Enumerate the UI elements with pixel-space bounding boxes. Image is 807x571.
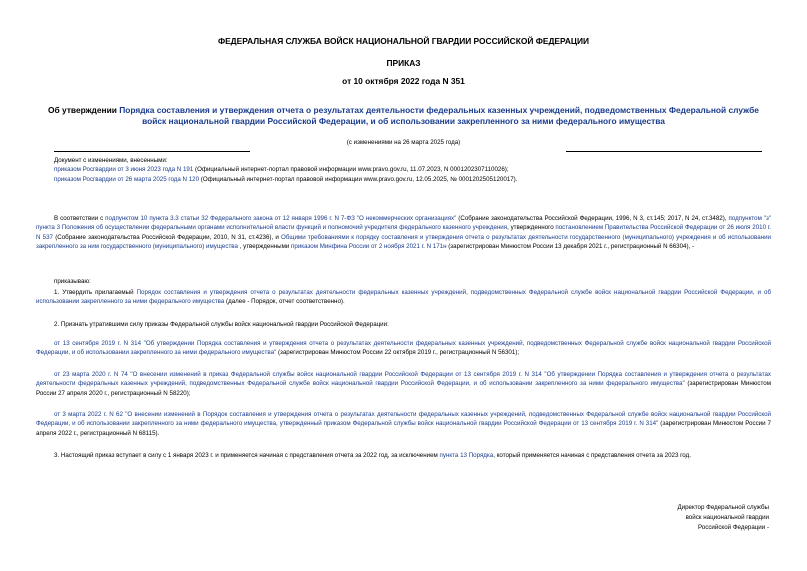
procedure-point-13-link[interactable]: пункта 13 Порядка — [439, 452, 494, 459]
separator-left — [54, 151, 250, 152]
signature-line: Российской Федерации - — [697, 524, 769, 531]
repealed-order-3: от 3 марта 2022 г. N 62 "О внесении изменений в Порядок составления и утверждения отчета о результатах деятельности федеральных казенных учреждений, подведомственных Федеральной службе войск национальной гвардии Российской Федерации, и об использовании закрепленного за ними федерального имущества, утвержденный приказом Федеральной службы войск национальной гвардии Российской Федерации от 13 сентября 2019 г. N 314" (зарегистрирован Минюстом России 7 апреля 2022 г., регистрационный N 68115). — [36, 411, 771, 437]
document-date-number: от 10 октября 2022 года N 351 — [342, 76, 465, 86]
document-type: ПРИКАЗ — [386, 58, 421, 68]
general-requirements-link[interactable]: Общими требованиями к порядку составления и утверждения отчета о результатах деятельности государственного (муниципального) учреждения и об использовании закрепленного за ним государственного (муниципального) имущества — [36, 233, 771, 250]
minfin-order-link[interactable]: приказом Минфина России от 2 ноября 2021 г. N 171н — [291, 242, 447, 250]
change-link-2[interactable]: приказом Росгвардии от 26 марта 2025 года N 120 — [54, 175, 200, 183]
regulation-subpoint-link[interactable]: подпунктом "з" пункта 3 Положения об осуществлении федеральными органами исполнительной власти функций и полномочий учредителя федерального казенного учреждения — [36, 215, 771, 232]
signature-block — [609, 503, 769, 533]
procedure-link[interactable]: Порядок составления и утверждения отчета о результатах деятельности федеральных казенных учреждений, подведомственных Федеральной службе войск национальной гвардии Российской Федерации, и об использовании закрепленного за ними федерального имущества — [36, 289, 772, 306]
repealed-order-link-3[interactable]: от 3 марта 2022 г. N 62 "О внесении изменений в Порядок составления и утверждения отчета о результатах деятельности федеральных казенных учреждений, подведомственных Федеральной службе войск национальной гвардии Российской Федерации, и об использовании закрепленного за ними федерального имущества, утвержденный приказом Федеральной службы войск национальной гвардии Российской Федерации от 13 сентября 2019 г. N 314" — [36, 411, 771, 428]
agency-name: ФЕДЕРАЛЬНАЯ СЛУЖБА ВОЙСК НАЦИОНАЛЬНОЙ ГВАРДИИ РОССИЙСКОЙ ФЕДЕРАЦИИ — [217, 36, 590, 46]
preamble-paragraph: В соответствии с подпунктом 10 пункта 3.3 статьи 32 Федерального закона от 12 января 1996 г. N 7-ФЗ "О некоммерческих организациях" (Собрание законодательства Российской Федерации, 1996, N 3, ст.145; 2017, N 24, ст.3482), подпунктом "з" пункта 3 Положения об осуществлении федеральными органами исполнительной власти функций и полномочий учредителя федерального казенного учреждения, утвержденного постановлением Правительства Российской Федерации от 26 июля 2010 г. N 537 (Собрание законодательства Российской Федерации, 2010, N 31, ст.4236), и Общими требованиями к порядку составления и утверждения отчета о результатах деятельности государственного (муниципального) учреждения и об использовании закрепленного за ним государственного (муниципального) имущества , утвержденными приказом Минфина России от 2 ноября 2021 г. N 171н (зарегистрирован Минюстом России 13 декабря 2021 г., регистрационный N 66304), - — [36, 215, 771, 250]
changes-block — [54, 156, 517, 184]
order-word: приказываю: — [54, 278, 91, 285]
repealed-order-link-2[interactable]: от 23 марта 2020 г. N 74 "О внесении изменений в приказ Федеральной службы войск национальной гвардии Российской Федерации от 13 сентября 2019 г. N 314 "Об утверждении Порядка составления и утверждения отчета о результатах деятельности федеральных казенных учреждений, подведомственных Федеральной службе войск национальной гвардии Российской Федерации, и об использовании закрепленного за ними федерального имущества" — [36, 371, 771, 388]
repealed-order-1: от 13 сентября 2019 г. N 314 "Об утверждении Порядка составления и утверждения отчета о результатах деятельности федеральных казенных учреждений, подведомственных Федеральной службе войск национальной гвардии Российской Федерации, и об использовании закрепленного за ними федерального имущества" (зарегистрирован Минюстом России 22 октября 2019 г., регистрационный N 56301); — [36, 340, 771, 357]
repealed-order-2: от 23 марта 2020 г. N 74 "О внесении изменений в приказ Федеральной службы войск национальной гвардии Российской Федерации от 13 сентября 2019 г. N 314 "Об утверждении Порядка составления и утверждения отчета о результатах деятельности федеральных казенных учреждений, подведомственных Федеральной службе войск национальной гвардии Российской Федерации, и об использовании закрепленного за ними федерального имущества" (зарегистрирован Минюстом России 27 апреля 2020 г., регистрационный N 58220); — [36, 371, 771, 397]
signature-line: войск национальной гвардии — [685, 514, 769, 521]
change-item: приказом Росгвардии от 3 июня 2023 года N 191 (Официальный интернет-портал правовой информации www.pravo.gov.ru, 11.07.2023, N 0001202307110026); — [54, 166, 509, 174]
change-link-1[interactable]: приказом Росгвардии от 3 июня 2023 года N 191 — [54, 166, 194, 174]
separator-right — [566, 151, 762, 152]
changes-heading: Документ с изменениями, внесенными: — [54, 157, 168, 164]
document-title — [36, 105, 771, 127]
law-link[interactable]: подпунктом 10 пункта 3.3 статьи 32 Федерального закона от 12 января 1996 г. N 7-ФЗ "О некоммерческих организациях" — [105, 215, 457, 222]
item-3-paragraph: 3. Настоящий приказ вступает в силу с 1 января 2023 г. и применяется начиная с представления отчета за 2022 год, за исключением пункта 13 Порядка, который применяется начиная с представления отчета за 2023 год. — [54, 452, 691, 459]
edition-note: (с изменениями на 26 марта 2025 года) — [346, 139, 461, 146]
change-item: приказом Росгвардии от 26 марта 2025 года N 120 (Официальный интернет-портал правовой информации www.pravo.gov.ru, 12.05.2025, № 0001202505120017). — [54, 175, 518, 183]
government-decree-link[interactable]: постановлением Правительства Российской Федерации от 26 июля 2010 г. N 537 — [36, 224, 771, 241]
title-link[interactable]: Порядка составления и утверждения отчета о результатах деятельности федеральных казенных учреждений, подведомственных Федеральной службе войск национальной гвардии Российской Федерации, и об использовании закрепленного за ними федерального имущества — [119, 105, 759, 126]
signature-line: Директор Федеральной службы — [677, 504, 769, 511]
item-1-paragraph: 1. Утвердить прилагаемый Порядок составления и утверждения отчета о результатах деятельности федеральных казенных учреждений, подведомственных Федеральной службе войск национальной гвардии Российской Федерации, и об использовании закрепленного за ними федерального имущества (далее - Порядок, отчет соответственно). — [36, 289, 772, 306]
repealed-order-link-1[interactable]: от 13 сентября 2019 г. N 314 "Об утверждении Порядка составления и утверждения отчета о результатах деятельности федеральных казенных учреждений, подведомственных Федеральной службе войск национальной гвардии Российской Федерации, и об использовании закрепленного за ними федерального имущества" — [36, 340, 771, 357]
title-prefix: Об утверждении — [48, 105, 120, 115]
item-2-paragraph: 2. Признать утратившими силу приказы Федеральной службы войск национальной гвардии Российской Федерации: — [54, 321, 389, 328]
